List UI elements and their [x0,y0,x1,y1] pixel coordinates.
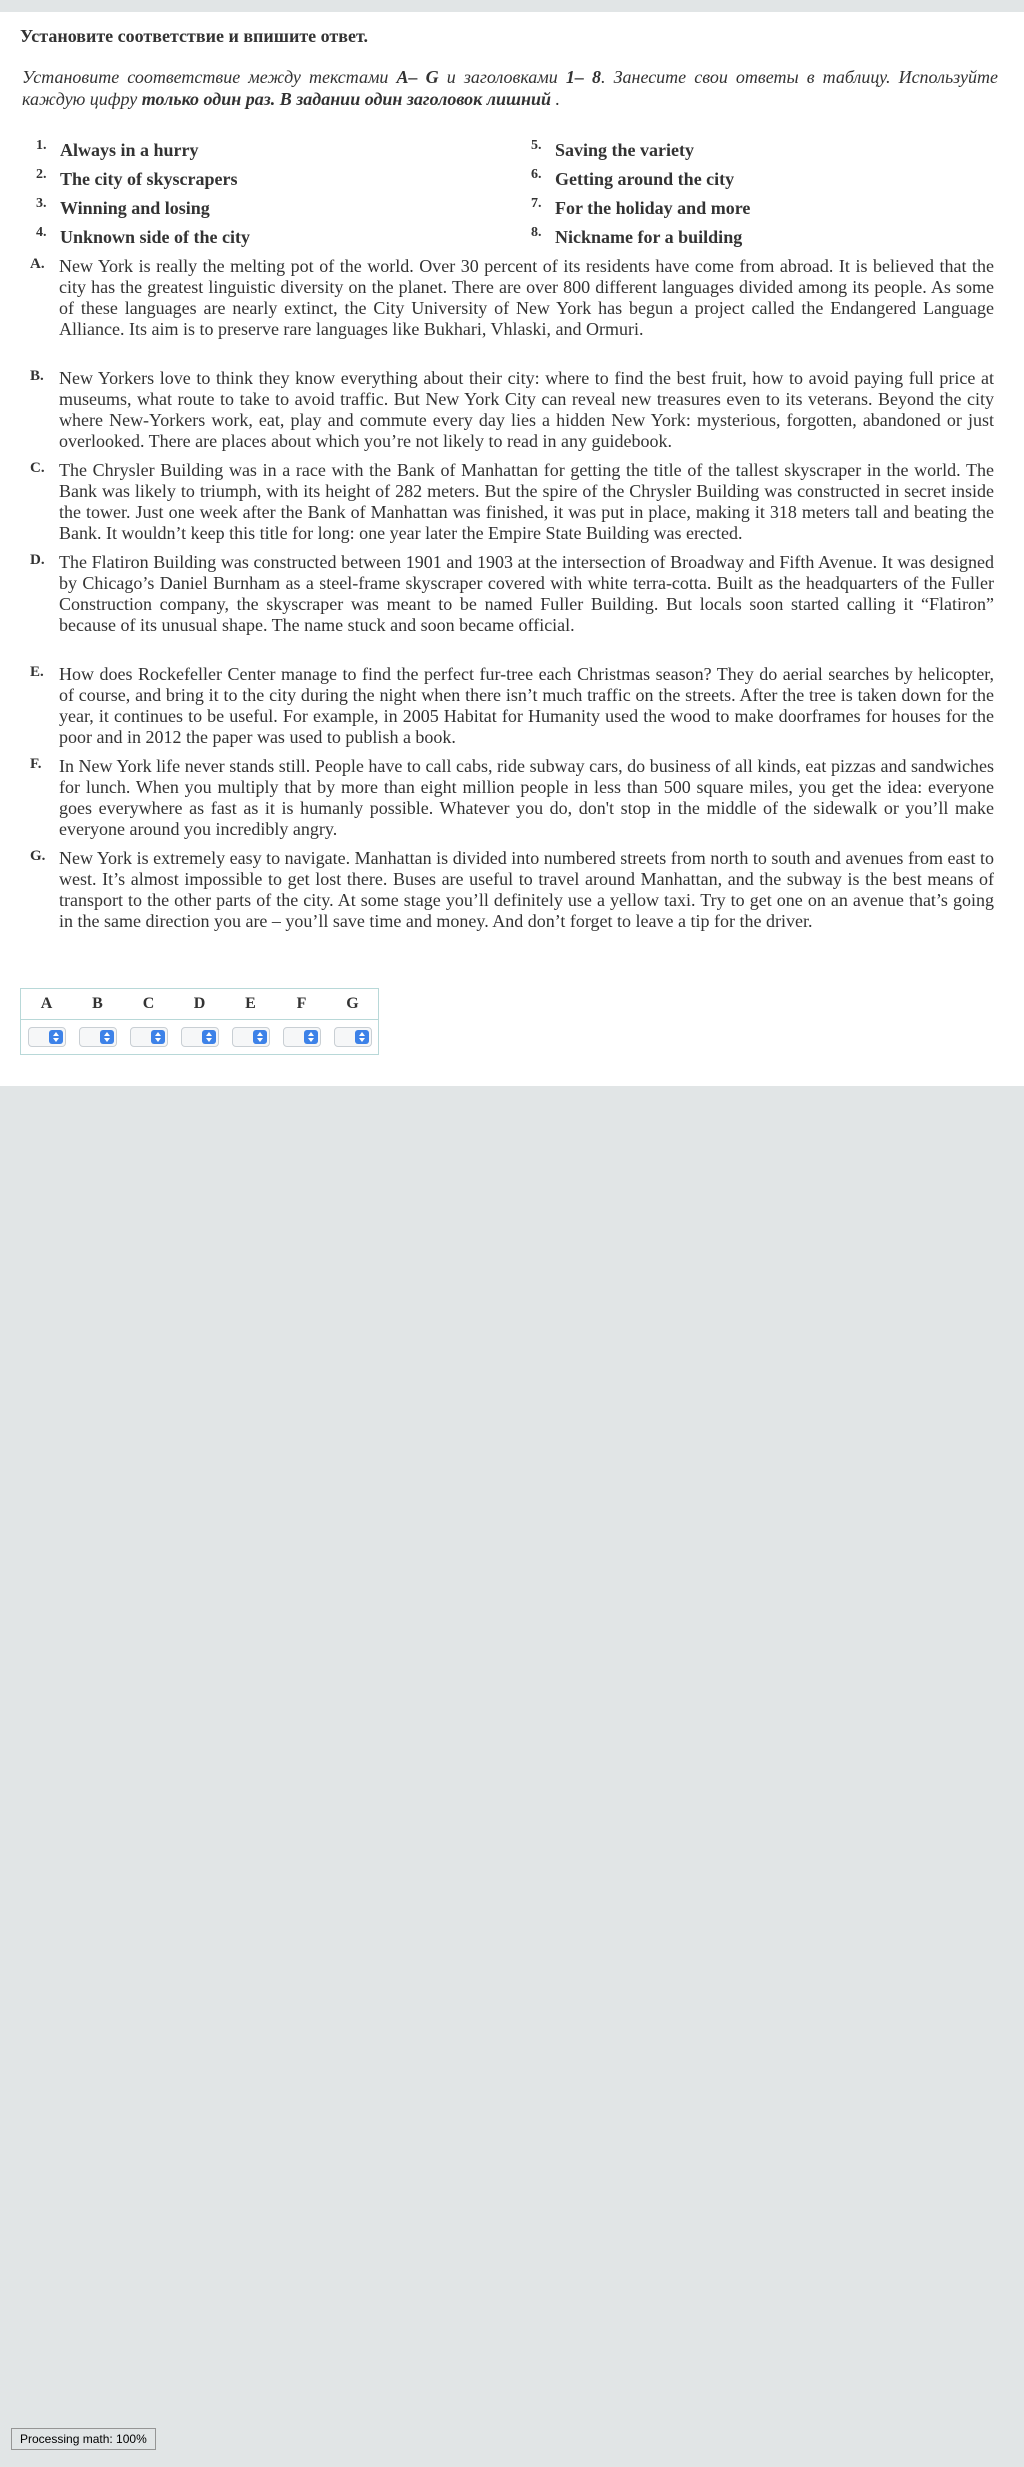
answer-cell [276,1020,327,1055]
answer-cell [123,1020,174,1055]
instruction-letter-range: A– G [396,67,439,87]
answer-column-g: G [327,989,379,1020]
heading-number: 2. [36,167,47,182]
instruction-text: . Занесите свои ответы в таблицу. Используйте каждую цифру [22,67,999,109]
select-arrows-icon [202,1030,216,1044]
task-instruction [22,66,998,110]
select-arrows-icon [304,1030,318,1044]
answer-table-header [21,989,379,1020]
answer-table [20,988,379,1055]
heading-text: Saving the variety [555,140,694,160]
heading-text: Getting around the city [555,169,735,189]
instruction-text: . [551,89,561,109]
answer-select-d[interactable] [181,1027,219,1047]
answer-cell [72,1020,123,1055]
answer-select-e[interactable] [232,1027,270,1047]
select-arrows-icon [100,1030,114,1044]
answer-column-a: A [21,989,73,1020]
answer-table-row [21,1020,379,1055]
text-body: New York is really the melting pot of the world. Over 30 percent of its residents have come from abroad. It is believed that the city has the greatest linguistic diversity on the planet. There are over 800 different languages divided among its people. As some of these languages are nearly extinct, the City University of New York has begun a project called the Endangered Language Alliance. Its aim is to preserve rare languages like Bukhari, Vhlaski, and Ormuri. [59,256,994,339]
answer-select-g[interactable] [334,1027,372,1047]
heading-number: 6. [531,167,542,182]
heading-number: 4. [36,225,47,240]
answer-cell [327,1020,379,1055]
heading-number: 1. [36,138,47,153]
heading-number: 3. [36,196,47,211]
select-arrows-icon [253,1030,267,1044]
answer-cell [225,1020,276,1055]
text-letter: B. [30,368,44,384]
text-body: In New York life never stands still. People have to call cabs, ride subway cars, do business of all kinds, eat pizzas and sandwiches for lunch. When you multiply that by more than eight million people in less than 500 square miles, you get the idea: everyone goes everywhere as fast as it is humanly possible. Whatever you do, don't stop in the middle of the sidewalk or you’ll make everyone around you incredibly angry. [59,756,994,839]
answer-column-b: B [72,989,123,1020]
instruction-emphasis: только один раз. В задании один заголовок лишний [141,89,552,109]
heading-text: The city of skyscrapers [60,169,238,189]
text-body: New York is extremely easy to navigate. Manhattan is divided into numbered streets from north to south and avenues from east to west. It’s almost impossible to get lost there. Buses are useful to travel around Manhattan, and the subway is the best means of transport to the other parts of the city. At some stage you’ll definitely use a yellow taxi. Try to get one on an avenue that’s going in the same direction you are – you’ll save time and money. And don’t forget to leave a tip for the driver. [59,848,994,931]
text-letter: A. [30,256,45,272]
heading-number: 7. [531,196,542,211]
heading-text: Winning and losing [60,198,210,218]
answer-column-d: D [174,989,225,1020]
answer-select-f[interactable] [283,1027,321,1047]
answer-column-c: C [123,989,174,1020]
text-body: New Yorkers love to think they know everything about their city: where to find the best fruit, how to avoid paying full price at museums, what route to take to avoid traffic. But New York City can reveal new treasures even to its veterans. Beyond the city where New-Yorkers work, eat, play and commute every day lies a hidden New York: mysterious, forgotten, abandoned or just overlooked. There are places about which you’re not likely to read in any guidebook. [59,368,994,451]
select-arrows-icon [49,1030,63,1044]
text-body: The Chrysler Building was in a race with the Bank of Manhattan for getting the title of the tallest skyscraper in the world. The Bank was likely to triumph, with its height of 282 meters. But the spire of the Chrysler Building was constructed in secret inside the tower. Just one week after the Bank of Manhattan was finished, it was put in place, making it 318 meters tall and beating the Bank. It wouldn’t keep this title for long: one year later the Empire State Building was erected. [59,460,994,543]
math-processing-status: Processing math: 100% [11,2428,156,2450]
heading-text: Unknown side of the city [60,227,251,247]
answer-cell [174,1020,225,1055]
instruction-text: Установите соответствие между текстами [22,67,397,87]
instruction-text: и заголовками [438,67,566,87]
text-letter: D. [30,552,45,568]
task-card [0,12,1024,1086]
heading-text: Always in a hurry [60,140,199,160]
text-letter: G. [30,848,46,864]
heading-text: For the holiday and more [555,198,751,218]
answer-column-e: E [225,989,276,1020]
select-arrows-icon [355,1030,369,1044]
select-arrows-icon [151,1030,165,1044]
answer-select-a[interactable] [28,1027,66,1047]
text-body: How does Rockefeller Center manage to find the perfect fur-tree each Christmas season? They do aerial searches by helicopter, of course, and bring it to the city during the night when there isn’t much traffic on the streets. After the tree is taken down for the year, it continues to be useful. For example, in 2005 Habitat for Humanity used the wood to make doorframes for houses for the poor and in 2012 the paper was used to publish a book. [59,664,994,747]
text-letter: E. [30,664,44,680]
answer-column-f: F [276,989,327,1020]
task-heading: Установите соответствие и впишите ответ. [20,26,368,46]
answer-cell [21,1020,73,1055]
instruction-number-range: 1– 8 [565,67,601,87]
answer-select-b[interactable] [79,1027,117,1047]
heading-number: 8. [531,225,542,240]
text-letter: F. [30,756,42,772]
heading-text: Nickname for a building [555,227,743,247]
heading-number: 5. [531,138,542,153]
text-body: The Flatiron Building was constructed between 1901 and 1903 at the intersection of Broadway and Fifth Avenue. It was designed by Chicago’s Daniel Burnham as a steel-frame skyscraper covered with white terra-cotta. Built as the headquarters of the Fuller Construction company, the skyscraper was meant to be named Fuller Building. But locals soon started calling it “Flatiron” because of its unusual shape. The name stuck and soon became official. [59,552,994,635]
text-letter: C. [30,460,45,476]
answer-select-c[interactable] [130,1027,168,1047]
